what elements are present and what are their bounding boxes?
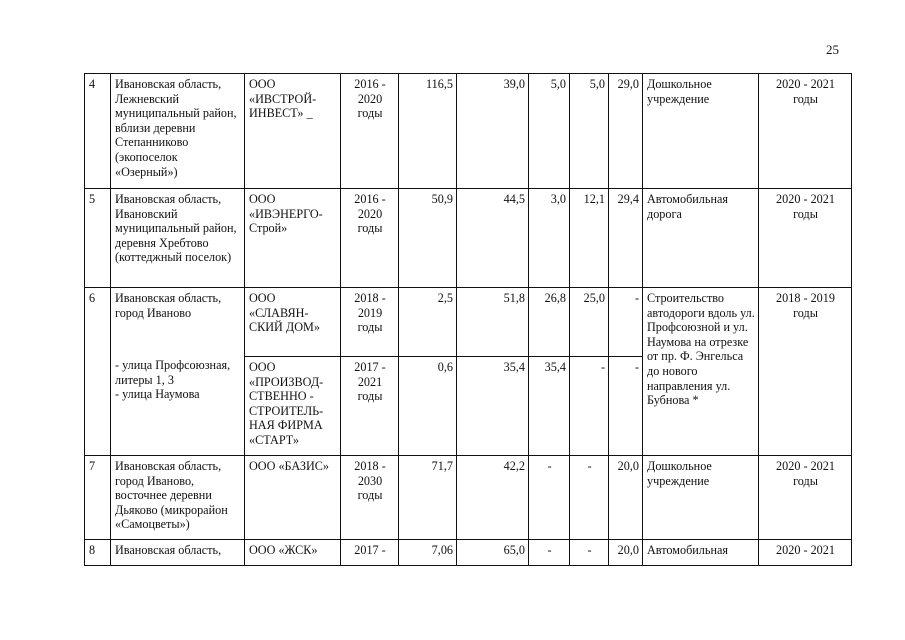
table-row	[85, 540, 852, 566]
period-cell: 2017 - 2021 годы	[341, 357, 399, 456]
value-cell: 0,6	[399, 357, 457, 456]
location-street-2: - улица Наумова	[115, 387, 200, 402]
term-cell: 2020 - 2021 годы	[759, 189, 852, 288]
value-cell: 5,0	[570, 74, 609, 189]
period-cell: 2018 - 2030 годы	[341, 456, 399, 540]
value-cell: -	[609, 357, 643, 456]
value-cell: 25,0	[570, 288, 609, 357]
object-cell: Автомобильная	[643, 540, 759, 566]
value-cell: 3,0	[529, 189, 570, 288]
developer-cell: ООО «БАЗИС»	[245, 456, 341, 540]
table-row	[85, 288, 852, 357]
value-cell: -	[570, 456, 609, 540]
row-number: 4	[85, 74, 111, 189]
value-cell: 71,7	[399, 456, 457, 540]
value-cell: -	[609, 288, 643, 357]
location-cell	[111, 288, 245, 456]
location-cell: Ивановская область, город Иваново, восточнее деревни Дьяково (микрорайон «Самоцветы»)	[111, 456, 245, 540]
value-cell: 44,5	[457, 189, 529, 288]
term-cell: 2020 - 2021 годы	[759, 456, 852, 540]
value-cell: 50,9	[399, 189, 457, 288]
table-row	[85, 189, 852, 288]
object-cell: Дошкольное учреждение	[643, 74, 759, 189]
value-cell: 12,1	[570, 189, 609, 288]
location-cell: Ивановская область, Ивановский муниципальный район, деревня Хребтово (коттеджный поселок)	[111, 189, 245, 288]
period-cell: 2016 - 2020 годы	[341, 189, 399, 288]
value-cell: 29,4	[609, 189, 643, 288]
value-cell: 42,2	[457, 456, 529, 540]
row-number: 8	[85, 540, 111, 566]
object-cell: Автомобильная дорога	[643, 189, 759, 288]
value-cell: 29,0	[609, 74, 643, 189]
developer-cell: ООО «ИВСТРОЙ-ИНВЕСТ» _	[245, 74, 341, 189]
object-cell: Строительство автодороги вдоль ул. Профсоюзной и ул. Наумова на отрезке от пр. Ф. Энгельса до нового направления ул. Бубнова *	[643, 288, 759, 456]
value-cell: 35,4	[457, 357, 529, 456]
period-cell: 2018 - 2019 годы	[341, 288, 399, 357]
value-cell: -	[570, 540, 609, 566]
location-cell: Ивановская область, Лежневский муниципальный район, вблизи деревни Степанниково (экопоселок «Озерный»)	[111, 74, 245, 189]
term-cell: 2020 - 2021	[759, 540, 852, 566]
value-cell: 35,4	[529, 357, 570, 456]
value-cell: 39,0	[457, 74, 529, 189]
value-cell: 2,5	[399, 288, 457, 357]
table-row	[85, 456, 852, 540]
value-cell: -	[529, 456, 570, 540]
developer-cell: ООО «ИВЭНЕРГО-Строй»	[245, 189, 341, 288]
table-row	[85, 74, 852, 189]
developer-cell: ООО «ПРОИЗВОД-СТВЕННО - СТРОИТЕЛЬ-НАЯ ФИРМА «СТАРТ»	[245, 357, 341, 456]
object-cell: Дошкольное учреждение	[643, 456, 759, 540]
value-cell: 5,0	[529, 74, 570, 189]
value-cell: 26,8	[529, 288, 570, 357]
value-cell: -	[570, 357, 609, 456]
page-number: 25	[826, 42, 839, 57]
location-cell: Ивановская область,	[111, 540, 245, 566]
row-number: 7	[85, 456, 111, 540]
value-cell: 65,0	[457, 540, 529, 566]
developer-cell: ООО «СЛАВЯН-СКИЙ ДОМ»	[245, 288, 341, 357]
location-street-1: - улица Профсоюзная, литеры 1, 3	[115, 358, 231, 387]
row-number: 5	[85, 189, 111, 288]
value-cell: 51,8	[457, 288, 529, 357]
value-cell: 7,06	[399, 540, 457, 566]
period-cell: 2017 -	[341, 540, 399, 566]
location-main: Ивановская область, город Иваново	[115, 291, 222, 320]
developer-cell: ООО «ЖСК»	[245, 540, 341, 566]
value-cell: -	[529, 540, 570, 566]
value-cell: 116,5	[399, 74, 457, 189]
period-cell: 2016 - 2020 годы	[341, 74, 399, 189]
term-cell: 2020 - 2021 годы	[759, 74, 852, 189]
projects-table	[84, 73, 852, 566]
row-number: 6	[85, 288, 111, 456]
value-cell: 20,0	[609, 456, 643, 540]
term-cell: 2018 - 2019 годы	[759, 288, 852, 456]
value-cell: 20,0	[609, 540, 643, 566]
